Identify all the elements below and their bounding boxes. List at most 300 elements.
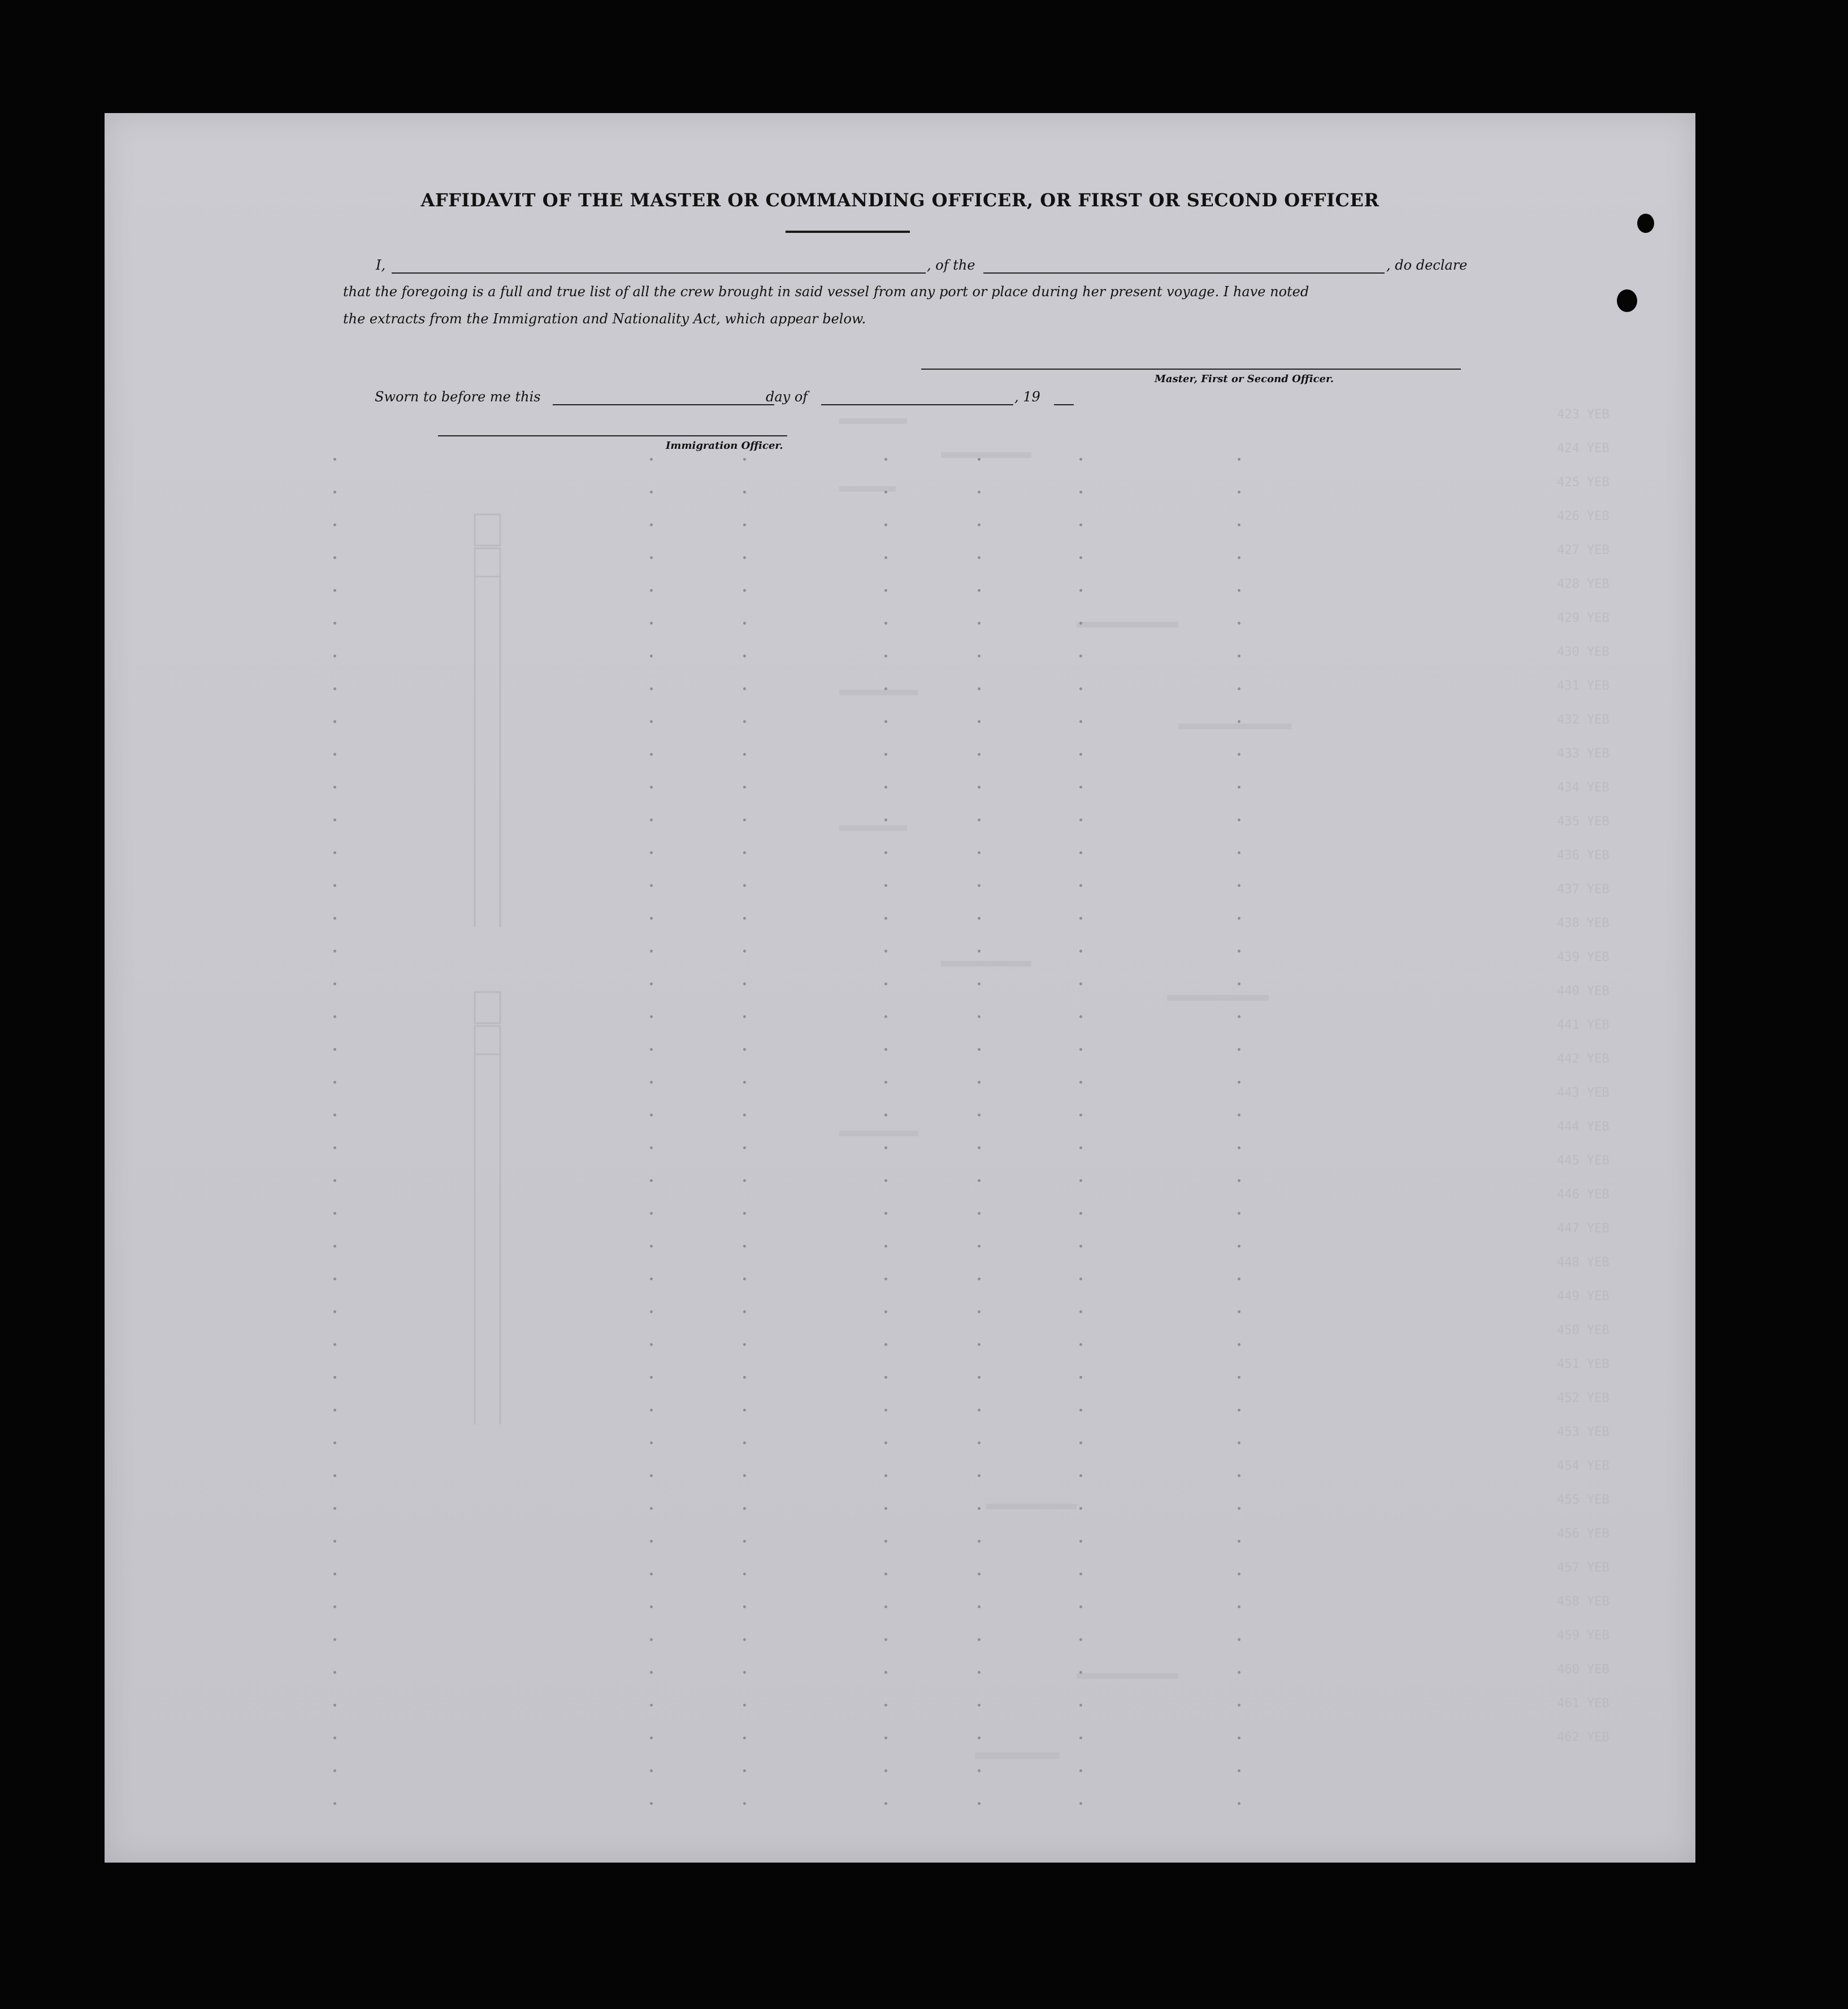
column-dot: [978, 1802, 981, 1805]
column-dot: [650, 1474, 653, 1477]
column-dot: [978, 917, 981, 920]
column-dot: [650, 1737, 653, 1739]
column-dot: [650, 1310, 653, 1313]
column-dot: [1079, 720, 1082, 723]
column-dot: [1079, 1015, 1082, 1018]
column-dot: [884, 1212, 887, 1215]
column-dot: [650, 1769, 653, 1772]
column-dot: [743, 1507, 746, 1510]
column-dot: [1079, 1573, 1082, 1575]
column-dot: [333, 1474, 336, 1477]
column-dot: [978, 1212, 981, 1215]
column-dot: [333, 884, 336, 887]
column-dot: [650, 1343, 653, 1346]
master-signature-label: Master, First or Second Officer.: [1155, 373, 1334, 385]
column-dot: [650, 1605, 653, 1608]
immigration-officer-label: Immigration Officer.: [666, 440, 783, 452]
column-dot: [1079, 1114, 1082, 1116]
column-dot: [978, 1441, 981, 1444]
column-dot: [884, 1441, 887, 1444]
column-dot: [333, 982, 336, 985]
column-dot: [1238, 1212, 1240, 1215]
svg-text:440 YEB: 440 YEB: [1557, 984, 1610, 998]
column-dot: [743, 1015, 746, 1018]
column-dot: [333, 1441, 336, 1444]
column-dot: [1079, 950, 1082, 952]
column-dot: [743, 851, 746, 854]
column-dot: [1238, 1605, 1240, 1608]
column-dot: [1238, 1146, 1240, 1149]
declare-label: , do declare: [1386, 257, 1468, 273]
column-dot: [1079, 687, 1082, 690]
column-dot: [743, 1048, 746, 1051]
column-dot: [884, 1704, 887, 1707]
column-dot: [1238, 1376, 1240, 1379]
svg-text:431 YEB: 431 YEB: [1557, 679, 1610, 693]
column-dot: [650, 1441, 653, 1444]
column-dot: [884, 819, 887, 821]
column-dot: [333, 786, 336, 789]
column-dot: [650, 1376, 653, 1379]
column-dot: [650, 1704, 653, 1707]
column-dot: [1079, 1474, 1082, 1477]
column-dot: [1238, 458, 1240, 461]
svg-text:458 YEB: 458 YEB: [1557, 1595, 1610, 1609]
svg-text:459 YEB: 459 YEB: [1557, 1629, 1610, 1643]
column-dot: [650, 687, 653, 690]
column-dot: [743, 1605, 746, 1608]
column-dot: [743, 1081, 746, 1084]
column-dot: [650, 1212, 653, 1215]
column-dot: [978, 1376, 981, 1379]
svg-text:443 YEB: 443 YEB: [1557, 1086, 1610, 1100]
column-dot: [1238, 1802, 1240, 1805]
column-dot: [650, 917, 653, 920]
vessel-name-blank[interactable]: [983, 272, 1385, 274]
column-dot: [1079, 1245, 1082, 1248]
column-dot: [884, 1179, 887, 1182]
column-dot: [333, 622, 336, 625]
column-dot: [650, 589, 653, 592]
column-dot: [1238, 1540, 1240, 1543]
column-dot: [978, 982, 981, 985]
column-dot: [884, 1737, 887, 1739]
svg-text:428 YEB: 428 YEB: [1557, 577, 1610, 591]
column-dot: [978, 491, 981, 493]
column-dot: [650, 491, 653, 493]
column-dot: [978, 753, 981, 756]
column-dot: [743, 1409, 746, 1412]
immigration-officer-signature-line[interactable]: [438, 435, 787, 436]
column-dot: [743, 1441, 746, 1444]
column-dot: [333, 556, 336, 559]
column-dot: [650, 1540, 653, 1543]
column-dot: [978, 1081, 981, 1084]
svg-text:435 YEB: 435 YEB: [1557, 815, 1610, 829]
column-dot: [1238, 1507, 1240, 1510]
sworn-day-blank[interactable]: [553, 404, 774, 405]
column-dot: [884, 655, 887, 657]
column-dot: [650, 622, 653, 625]
column-dot: [743, 589, 746, 592]
column-dot: [1238, 1409, 1240, 1412]
column-dot: [1079, 589, 1082, 592]
column-dot: [333, 491, 336, 493]
svg-text:425 YEB: 425 YEB: [1557, 475, 1610, 490]
column-dot: [1238, 786, 1240, 789]
column-dot: [743, 1573, 746, 1575]
column-dot: [978, 1245, 981, 1248]
column-dot: [1079, 1638, 1082, 1641]
column-dot: [333, 1310, 336, 1313]
svg-text:430 YEB: 430 YEB: [1557, 645, 1610, 659]
column-dot: [743, 1278, 746, 1280]
column-dot: [1079, 1540, 1082, 1543]
column-dot: [650, 884, 653, 887]
column-dot: [333, 1573, 336, 1575]
column-dot: [743, 1212, 746, 1215]
column-dot: [884, 1245, 887, 1248]
column-dot: [743, 917, 746, 920]
column-dot: [1079, 458, 1082, 461]
column-dot: [978, 1507, 981, 1510]
column-dot: [743, 1376, 746, 1379]
column-dot: [743, 1540, 746, 1543]
column-dot: [650, 1802, 653, 1805]
column-dot: [1238, 1179, 1240, 1182]
column-dot: [333, 1343, 336, 1346]
sworn-month-blank[interactable]: [821, 404, 1013, 405]
day-of-label: day of: [766, 389, 808, 405]
column-dot: [978, 655, 981, 657]
column-dot: [884, 1015, 887, 1018]
column-dot: [1079, 1769, 1082, 1772]
column-dot: [1238, 950, 1240, 952]
column-dot: [1079, 917, 1082, 920]
column-dot: [650, 1179, 653, 1182]
column-dot: [743, 1179, 746, 1182]
column-dot: [650, 786, 653, 789]
column-dot: [743, 819, 746, 821]
column-dot: [650, 1146, 653, 1149]
column-dot: [650, 1638, 653, 1641]
svg-text:444 YEB: 444 YEB: [1557, 1120, 1610, 1134]
column-dot: [1079, 1278, 1082, 1280]
column-dot: [1079, 851, 1082, 854]
column-dot: [333, 917, 336, 920]
bleed-through-ghost-table: [105, 113, 1695, 1863]
column-dot: [884, 1376, 887, 1379]
column-dot: [650, 851, 653, 854]
svg-text:457 YEB: 457 YEB: [1557, 1561, 1610, 1575]
column-dot: [1079, 556, 1082, 559]
column-dot: [1238, 523, 1240, 526]
column-dot: [650, 523, 653, 526]
column-dot: [650, 1278, 653, 1280]
column-dot: [1238, 1474, 1240, 1477]
column-dot: [884, 622, 887, 625]
svg-text:446 YEB: 446 YEB: [1557, 1188, 1610, 1202]
column-dot: [1079, 1310, 1082, 1313]
svg-text:455 YEB: 455 YEB: [1557, 1493, 1610, 1507]
column-dot: [743, 884, 746, 887]
column-dot: [884, 1343, 887, 1346]
column-dot: [333, 1114, 336, 1116]
column-dot: [1238, 589, 1240, 592]
column-dot: [333, 1245, 336, 1248]
column-dot: [884, 556, 887, 559]
column-dot: [884, 1278, 887, 1280]
column-dot: [1079, 1605, 1082, 1608]
column-dot: [743, 1310, 746, 1313]
column-dot: [743, 458, 746, 461]
column-dot: [1079, 884, 1082, 887]
svg-text:448 YEB: 448 YEB: [1557, 1255, 1610, 1270]
column-dot: [650, 819, 653, 821]
column-dot: [884, 523, 887, 526]
svg-text:434 YEB: 434 YEB: [1557, 781, 1610, 795]
column-dot: [333, 1146, 336, 1149]
column-dot: [884, 1409, 887, 1412]
column-dot: [333, 1212, 336, 1215]
column-dot: [650, 556, 653, 559]
svg-text:456 YEB: 456 YEB: [1557, 1527, 1610, 1541]
svg-text:423 YEB: 423 YEB: [1557, 408, 1610, 422]
column-dot: [978, 687, 981, 690]
svg-text:462 YEB: 462 YEB: [1557, 1730, 1610, 1744]
column-dot: [1238, 1081, 1240, 1084]
column-dot: [1079, 1146, 1082, 1149]
column-dot: [743, 982, 746, 985]
svg-text:449 YEB: 449 YEB: [1557, 1289, 1610, 1304]
svg-text:424 YEB: 424 YEB: [1557, 441, 1610, 456]
column-dot: [884, 917, 887, 920]
column-dot: [743, 1802, 746, 1805]
column-dot: [884, 491, 887, 493]
title-underline: [786, 231, 910, 233]
column-dot: [1079, 753, 1082, 756]
column-dot: [650, 720, 653, 723]
column-dot: [978, 786, 981, 789]
column-dot: [1238, 1769, 1240, 1772]
declarant-name-blank[interactable]: [392, 272, 926, 274]
svg-text:453 YEB: 453 YEB: [1557, 1425, 1610, 1439]
column-dot: [650, 1507, 653, 1510]
vessel-of-the-label: , of the: [927, 257, 975, 273]
column-dot: [884, 1114, 887, 1116]
column-dot: [1079, 1507, 1082, 1510]
column-dot: [650, 1409, 653, 1412]
column-dot: [1238, 1737, 1240, 1739]
column-dot: [1238, 1671, 1240, 1674]
column-dot: [743, 950, 746, 952]
column-dot: [978, 851, 981, 854]
column-dot: [650, 655, 653, 657]
column-dot: [978, 1573, 981, 1575]
column-dot: [978, 523, 981, 526]
column-dot: [1079, 1048, 1082, 1051]
column-dot: [884, 1573, 887, 1575]
column-dot: [333, 1605, 336, 1608]
column-dot: [1079, 1441, 1082, 1444]
column-dot: [650, 753, 653, 756]
column-dot: [333, 1081, 336, 1084]
column-dot: [978, 1015, 981, 1018]
column-dot: [650, 1573, 653, 1575]
column-dot: [1238, 884, 1240, 887]
column-dot: [1238, 819, 1240, 821]
column-dot: [884, 884, 887, 887]
column-dot: [978, 1343, 981, 1346]
column-dot: [650, 1015, 653, 1018]
column-dot: [1238, 1278, 1240, 1280]
column-dot: [743, 556, 746, 559]
column-dot: [1079, 1179, 1082, 1182]
column-dot: [333, 1179, 336, 1182]
column-dot: [884, 1081, 887, 1084]
column-dot: [978, 884, 981, 887]
column-dot: [1238, 1048, 1240, 1051]
column-dot: [650, 1245, 653, 1248]
column-dot: [1238, 1310, 1240, 1313]
document-title: AFFIDAVIT OF THE MASTER OR COMMANDING OFFICER, OR FIRST OR SECOND OFFICER: [420, 189, 1380, 211]
column-dot: [1238, 982, 1240, 985]
sworn-year-blank[interactable]: [1054, 404, 1074, 405]
column-dot: [650, 1048, 653, 1051]
column-dot: [743, 687, 746, 690]
column-dot: [1079, 1671, 1082, 1674]
column-dot: [1079, 1802, 1082, 1805]
svg-text:433 YEB: 433 YEB: [1557, 747, 1610, 761]
column-dot: [884, 982, 887, 985]
master-signature-line[interactable]: [921, 369, 1461, 370]
year-prefix: , 19: [1014, 389, 1040, 405]
column-dot: [978, 720, 981, 723]
column-dot: [333, 950, 336, 952]
column-dot: [1079, 1376, 1082, 1379]
column-dot: [1238, 556, 1240, 559]
column-dot: [978, 1737, 981, 1739]
column-dot: [650, 1114, 653, 1116]
svg-text:436 YEB: 436 YEB: [1557, 848, 1610, 863]
column-dot: [333, 589, 336, 592]
column-dot: [884, 1048, 887, 1051]
column-dot: [333, 1769, 336, 1772]
column-dot: [1238, 1015, 1240, 1018]
column-dot: [333, 1704, 336, 1707]
column-dot: [884, 1540, 887, 1543]
punch-hole-upper: [1637, 214, 1654, 233]
column-dot: [978, 1605, 981, 1608]
column-dot: [333, 687, 336, 690]
column-dot: [743, 1474, 746, 1477]
column-dot: [1238, 622, 1240, 625]
column-dot: [743, 720, 746, 723]
column-dot: [650, 950, 653, 952]
column-dot: [743, 1704, 746, 1707]
column-dot: [333, 655, 336, 657]
svg-text:445 YEB: 445 YEB: [1557, 1154, 1610, 1168]
column-dot: [1238, 491, 1240, 493]
column-dot: [978, 1540, 981, 1543]
column-dot: [743, 1638, 746, 1641]
column-dot: [1079, 655, 1082, 657]
column-dot: [1238, 851, 1240, 854]
svg-text:450 YEB: 450 YEB: [1557, 1323, 1610, 1337]
column-dot: [884, 1310, 887, 1313]
column-dot: [884, 950, 887, 952]
column-dot: [1079, 1212, 1082, 1215]
column-dot: [884, 1769, 887, 1772]
column-dot: [1238, 1245, 1240, 1248]
column-dot: [884, 458, 887, 461]
column-dot: [978, 589, 981, 592]
column-dot: [743, 1114, 746, 1116]
svg-text:460 YEB: 460 YEB: [1557, 1662, 1610, 1677]
column-dot: [884, 1146, 887, 1149]
punch-hole-lower: [1617, 289, 1637, 312]
column-dot: [333, 720, 336, 723]
column-dot: [1238, 720, 1240, 723]
column-dot: [333, 753, 336, 756]
column-dot: [333, 1638, 336, 1641]
column-dot: [1238, 655, 1240, 657]
column-dot: [333, 458, 336, 461]
column-dot: [978, 1474, 981, 1477]
column-dot: [1079, 786, 1082, 789]
svg-text:454 YEB: 454 YEB: [1557, 1459, 1610, 1473]
svg-text:461 YEB: 461 YEB: [1557, 1696, 1610, 1711]
column-dot: [1079, 1737, 1082, 1739]
column-dot: [1079, 1343, 1082, 1346]
column-dot: [650, 1081, 653, 1084]
column-dot: [333, 1507, 336, 1510]
svg-text:438 YEB: 438 YEB: [1557, 916, 1610, 930]
column-dot: [884, 1474, 887, 1477]
column-dot: [333, 1737, 336, 1739]
column-dot: [1238, 1704, 1240, 1707]
column-dot: [1079, 982, 1082, 985]
declarant-prefix: I,: [376, 257, 386, 273]
column-dot: [1238, 917, 1240, 920]
column-dot: [978, 556, 981, 559]
column-dot: [978, 1114, 981, 1116]
svg-text:451 YEB: 451 YEB: [1557, 1357, 1610, 1371]
column-dot: [743, 622, 746, 625]
column-dot: [333, 851, 336, 854]
column-dot: [1238, 1638, 1240, 1641]
column-dot: [884, 1507, 887, 1510]
svg-text:426 YEB: 426 YEB: [1557, 509, 1610, 523]
column-dot: [1238, 687, 1240, 690]
column-dot: [978, 1704, 981, 1707]
column-dot: [884, 720, 887, 723]
column-dot: [978, 1671, 981, 1674]
column-dot: [978, 950, 981, 952]
column-dot: [978, 1769, 981, 1772]
column-dot: [1079, 491, 1082, 493]
column-dot: [743, 491, 746, 493]
svg-text:432 YEB: 432 YEB: [1557, 713, 1610, 727]
column-dot: [884, 1638, 887, 1641]
column-dot: [884, 753, 887, 756]
sworn-prefix: Sworn to before me this: [375, 389, 541, 405]
column-dot: [978, 622, 981, 625]
column-dot: [884, 687, 887, 690]
column-dot: [743, 1671, 746, 1674]
svg-text:439 YEB: 439 YEB: [1557, 950, 1610, 964]
column-dot: [978, 1048, 981, 1051]
